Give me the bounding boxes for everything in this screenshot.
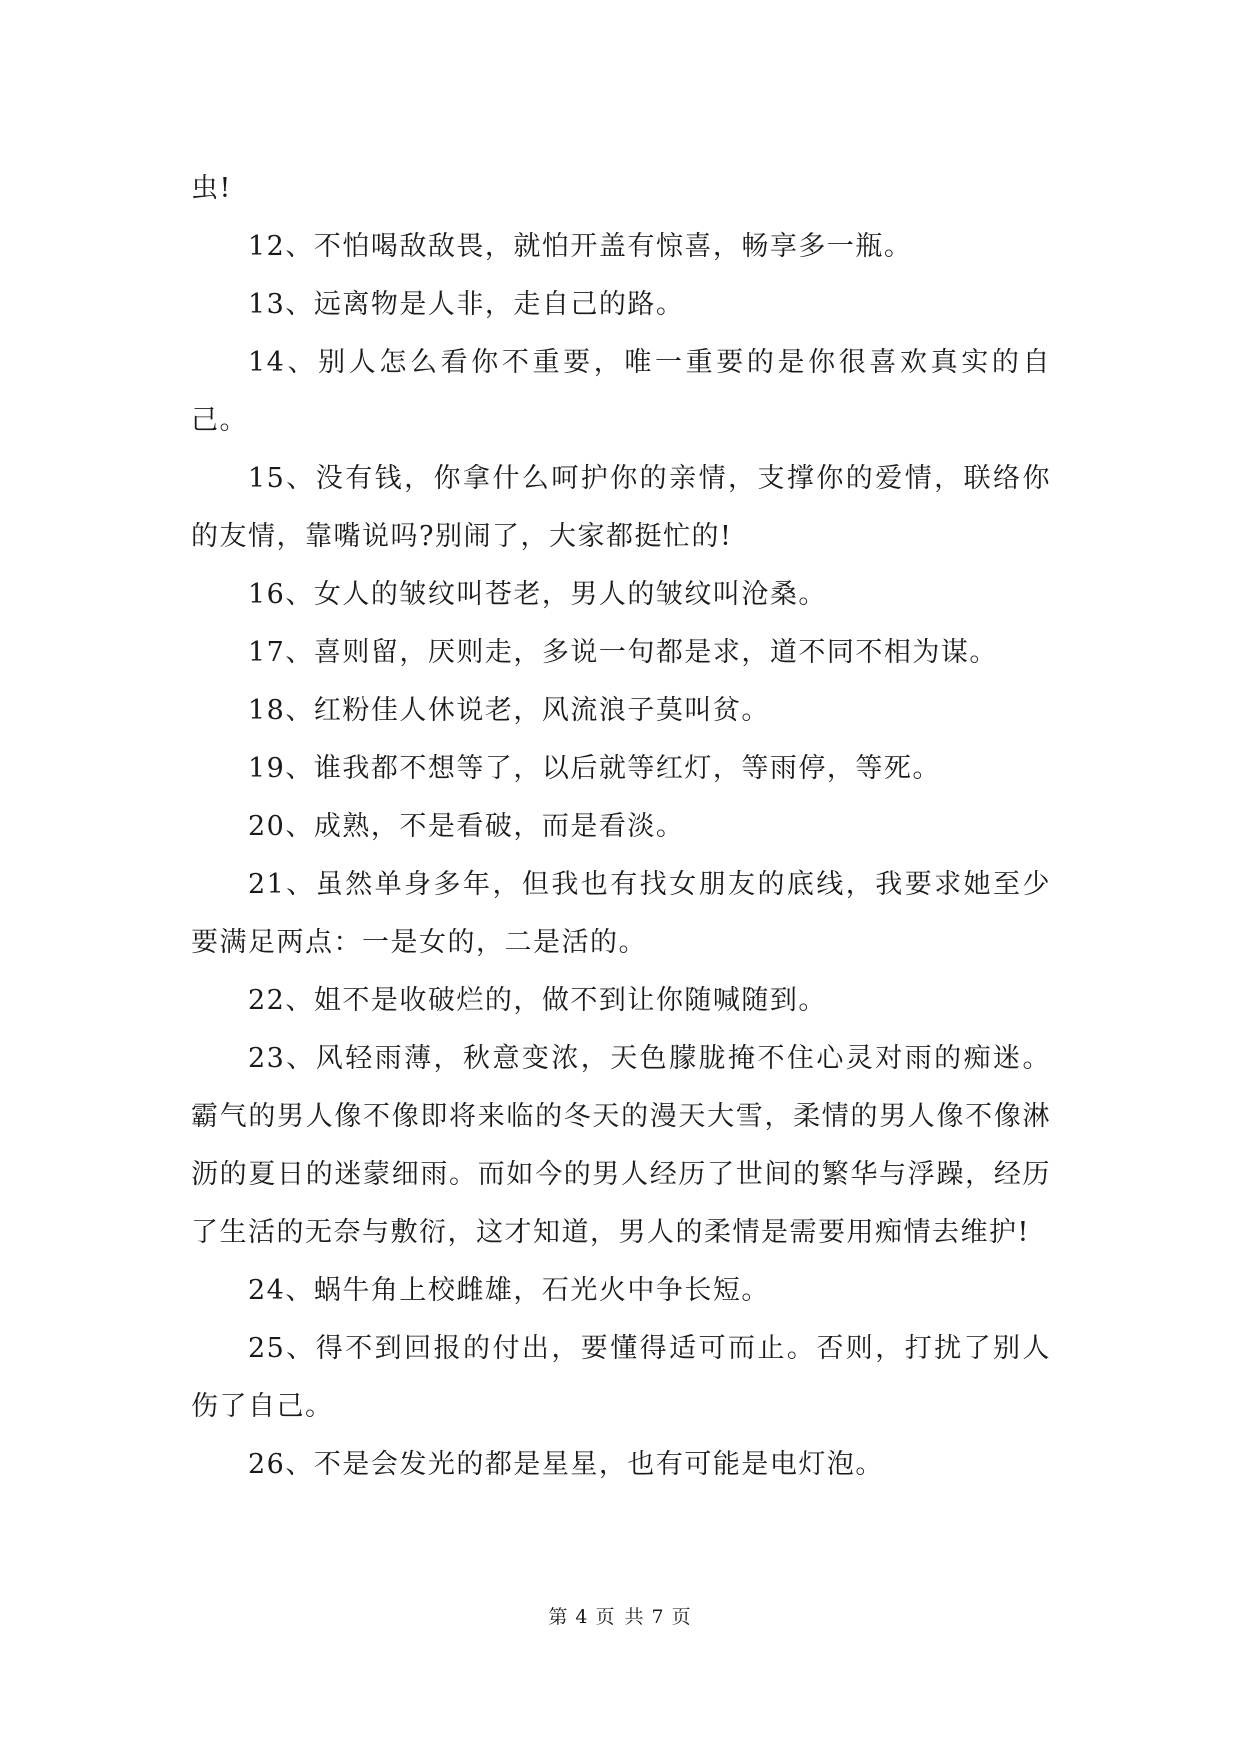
paragraph-14: 25、得不到回报的付出，要懂得适可而止。否则，打扰了别人伤了自己。 bbox=[191, 1333, 1051, 1422]
paragraph-4: 15、没有钱，你拿什么呵护你的亲情，支撑你的爱情，联络你的友情，靠嘴说吗?别闹了，大家都挺忙的! bbox=[191, 463, 1051, 552]
paragraph-5: 16、女人的皱纹叫苍老，男人的皱纹叫沧桑。 bbox=[248, 579, 827, 610]
paragraph-10: 21、虽然单身多年，但我也有找女朋友的底线，我要求她至少要满足两点：一是女的，二是活的。 bbox=[191, 869, 1051, 958]
footer-page-number: 4 bbox=[575, 1606, 590, 1628]
footer-total-pages: 7 bbox=[651, 1606, 666, 1628]
footer-middle: 页 共 bbox=[595, 1606, 646, 1628]
paragraph-3: 14、别人怎么看你不重要，唯一重要的是你很喜欢真实的自己。 bbox=[191, 347, 1051, 436]
paragraph-6: 17、喜则留，厌则走，多说一句都是求，道不同不相为谋。 bbox=[248, 637, 998, 668]
paragraph-11: 22、姐不是收破烂的，做不到让你随喊随到。 bbox=[248, 985, 827, 1016]
paragraph-15: 26、不是会发光的都是星星，也有可能是电灯泡。 bbox=[248, 1449, 884, 1480]
page-footer bbox=[0, 1602, 1241, 1629]
paragraph-8: 19、谁我都不想等了，以后就等红灯，等雨停，等死。 bbox=[248, 753, 941, 784]
paragraph-13: 24、蜗牛角上校雌雄，石光火中争长短。 bbox=[248, 1275, 770, 1306]
paragraph-9: 20、成熟，不是看破，而是看淡。 bbox=[248, 811, 685, 842]
paragraph-2: 13、远离物是人非，走自己的路。 bbox=[248, 289, 685, 320]
paragraph-0: 虫! bbox=[191, 173, 232, 204]
paragraph-12: 23、风轻雨薄，秋意变浓，天色朦胧掩不住心灵对雨的痴迷。霸气的男人像不像即将来临的冬天的漫天大雪，柔情的男人像不像淋沥的夏日的迷蒙细雨。而如今的男人经历了世间的繁华与浮躁，经历了生活的无奈与敷衍，这才知道，男人的柔情是需要用痴情去维护! bbox=[191, 1043, 1051, 1248]
footer-suffix: 页 bbox=[671, 1606, 693, 1628]
paragraph-1: 12、不怕喝敌敌畏，就怕开盖有惊喜，畅享多一瓶。 bbox=[248, 231, 913, 262]
paragraph-7: 18、红粉佳人休说老，风流浪子莫叫贫。 bbox=[248, 695, 770, 726]
footer-prefix: 第 bbox=[548, 1606, 570, 1628]
document-body bbox=[191, 160, 1051, 1494]
